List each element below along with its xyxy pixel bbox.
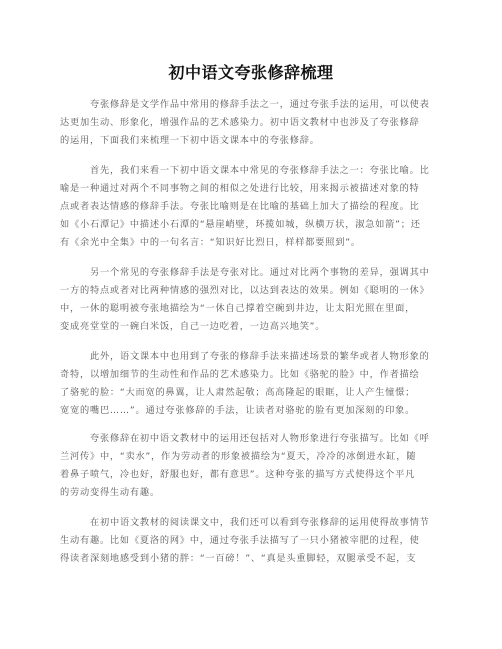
- paragraph-line: 达更加生动、形象化，增强作品的艺术感染力。初中语文教材中也涉及了夸张修辞: [60, 117, 420, 128]
- paragraph-line: 首先，我们来看一下初中语文课本中常见的夸张修辞手法之一：夸张比喻。比: [90, 165, 430, 176]
- paragraph-line: 有《余光中全集》中的一句名言：“知识好比烈日，样样都要照到”。: [60, 237, 361, 248]
- paragraph-line: 得读者深刻地感受到小猪的胖：“一百磅！”、“真是头重脚轻，双腿承受不起，支: [60, 553, 417, 564]
- paragraph-line: 喻是一种通过对两个不同事物之间的相似之处进行比较，用来揭示被描述对象的特: [60, 183, 420, 194]
- paragraph-line: 生动有趣。比如《夏洛的网》中，通过夸张手法描写了一只小猪被宰肥的过程，使: [60, 535, 420, 546]
- paragraph-line: 夸张修辞在初中语文教材中的运用还包括对人物形象进行夸张描写。比如《呼: [90, 433, 430, 444]
- paragraph-line: 宽宽的嘴巴……”。通过夸张修辞的手法，让读者对骆驼的脸有更加深刻的印象。: [60, 405, 416, 416]
- paragraph-line: 一方的特点或者对比两种情感的强烈对比，以达到表达的效果。例如《聪明的一休》: [60, 285, 430, 296]
- paragraph-character-portrayal: [60, 430, 448, 502]
- paragraph-line: 变成亮堂堂的一碗白米饭，自己一边吃着，一边高兴地笑”。: [60, 321, 326, 332]
- paragraph-hyperbole-contrast: [60, 264, 448, 336]
- paragraph-line: 的运用，下面我们来梳理一下初中语文课本中的夸张修辞。: [60, 135, 320, 146]
- paragraph-line: 点或者表达情感的修辞手法。夸张比喻则是在比喻的基础上加大了描绘的程度。比: [60, 201, 420, 212]
- paragraph-line: 了骆驼的脸：“大而宽的鼻翼，让人肃然起敬；高高隆起的眼眶，让人产生憧憬；: [60, 387, 416, 398]
- paragraph-story-plot: [60, 514, 448, 568]
- paragraph-line: 另一个常见的夸张修辞手法是夸张对比。通过对比两个事物的差异，强调其中: [90, 267, 430, 278]
- paragraph-line: 奇特，以增加细节的生动性和作品的艺术感染力。比如《骆驼的脸》中，作者描绘: [60, 369, 420, 380]
- paragraph-line: 在初中语文教材的阅读课文中，我们还可以看到夸张修辞的运用使得故事情节: [90, 517, 430, 528]
- paragraph-line: 的劳动变得生动有趣。: [60, 487, 160, 498]
- document-title: 初中语文夸张修辞梳理: [168, 63, 334, 82]
- paragraph-line: 着鼻子喷气，冷也好，舒服也好，都有意思”。这种夸张的描写方式使得这个平凡: [60, 469, 416, 480]
- paragraph-line: 如《小石潭记》中描述小石潭的“悬崖峭壁，环揽如城，纵横万状，淑急如箭”；还: [60, 219, 421, 230]
- paragraph-intro: [60, 96, 448, 150]
- paragraph-line: 此外，语文课本中也用到了夸张的修辞手法来描述场景的繁华或者人物形象的: [90, 351, 430, 362]
- paragraph-line: 夸张修辞是文学作品中常用的修辞手法之一，通过夸张手法的运用，可以使表: [90, 99, 430, 110]
- paragraph-line: 兰河传》中，“卖水”，作为劳动者的形象被描绘为“夏天，冷冷的冰倒进水缸，随: [60, 451, 417, 462]
- paragraph-scene-description: [60, 348, 448, 420]
- paragraph-hyperbole-metaphor: [60, 162, 448, 252]
- paragraph-line: 中，一休的聪明被夸张地描绘为“一休自己撑着空碗到井边，让太阳光照在里面，: [60, 303, 416, 314]
